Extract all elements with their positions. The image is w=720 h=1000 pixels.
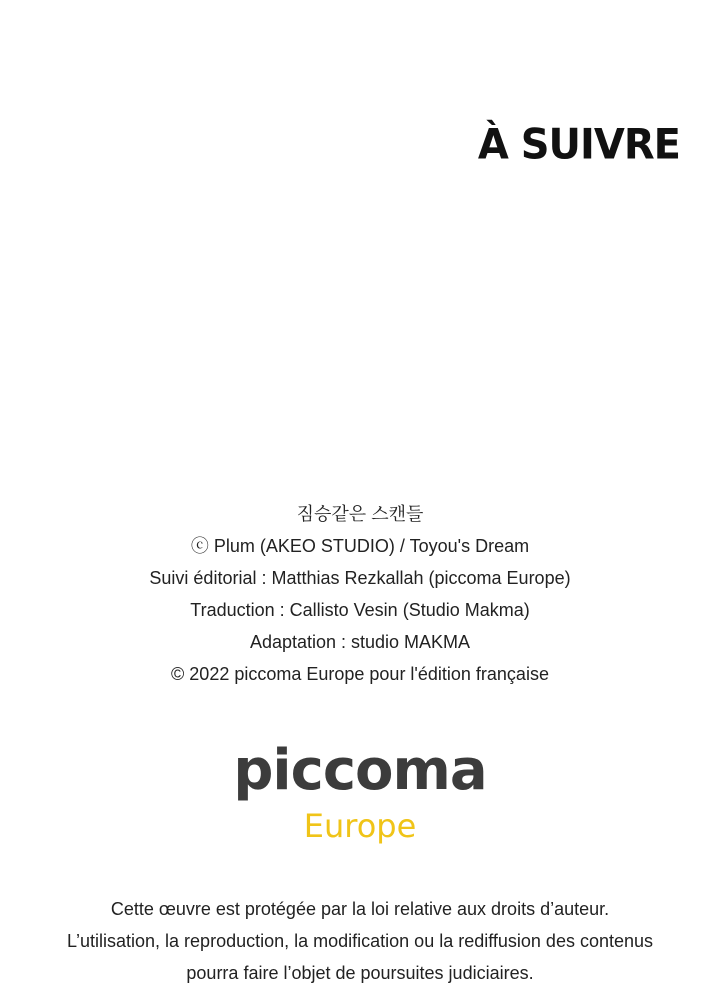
legal-notice [0, 893, 720, 989]
piccoma-europe-logo [0, 738, 720, 846]
credit-line-copyright: ⓒ Plum (AKEO STUDIO) / Toyou's Dream [190, 536, 530, 556]
credit-line-title: 짐승같은 스캔들 [296, 504, 424, 524]
legal-line: Cette œuvre est protégée par la loi relative aux droits d’auteur. [110, 899, 610, 919]
credit-line-translation: Traduction : Callisto Vesin (Studio Makma) [190, 600, 530, 620]
credit-line-edition: © 2022 piccoma Europe pour l'édition française [171, 664, 549, 684]
credit-line-adaptation: Adaptation : studio MAKMA [249, 632, 471, 652]
logo-sub-text: Europe [303, 807, 417, 845]
credits-block [0, 498, 720, 690]
to-be-continued-heading: À SUIVRE [477, 120, 680, 170]
credit-line-editorial: Suivi éditorial : Matthias Rezkallah (piccoma Europe) [149, 568, 571, 588]
legal-line: pourra faire l’objet de poursuites judiciaires. [186, 963, 534, 983]
legal-line: L’utilisation, la reproduction, la modification ou la rediffusion des contenus [66, 931, 654, 951]
logo-main-text: piccoma [233, 738, 487, 803]
